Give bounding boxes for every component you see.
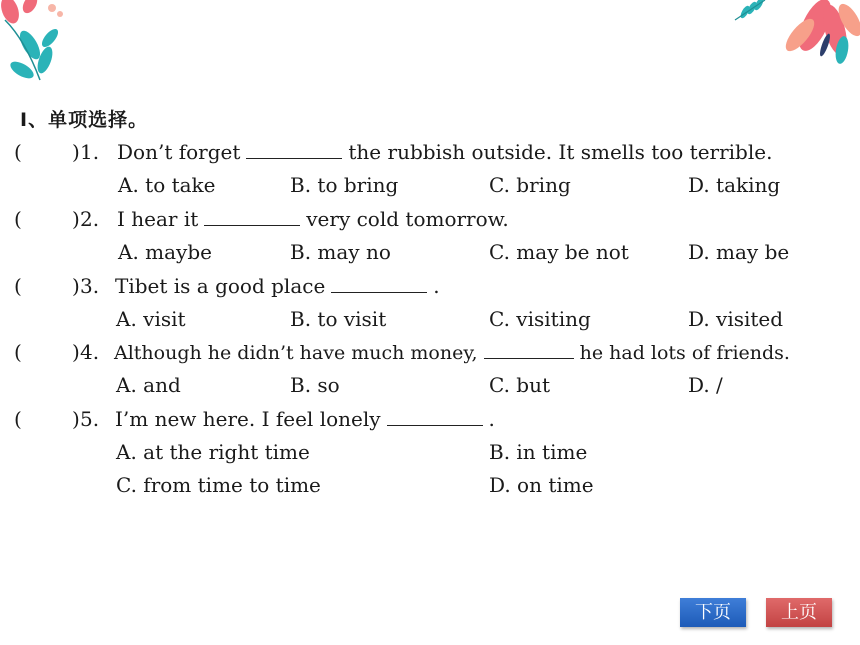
option-a: A. at the right time: [116, 440, 310, 464]
question-stem: the rubbish outside. It smells too terrible.: [348, 140, 773, 164]
option-b: B. to visit: [290, 307, 387, 331]
option-c: C. may be not: [489, 240, 629, 264]
leaf-decoration-top-right: [730, 0, 860, 70]
answer-paren-close: ): [72, 207, 80, 231]
option-d: D. taking: [688, 173, 781, 197]
answer-paren-open: (: [14, 274, 22, 298]
answer-paren-close: ): [72, 407, 80, 431]
option-c: C. from time to time: [116, 473, 321, 497]
leaf-decoration-top-left: [0, 0, 90, 95]
answer-paren-close: ): [72, 140, 80, 164]
question-number: 4.: [80, 340, 100, 364]
answer-paren-open: (: [14, 340, 22, 364]
answer-paren-open: (: [14, 140, 22, 164]
next-page-button[interactable]: 下页: [680, 598, 746, 627]
section-title: Ⅰ、单项选择。: [20, 109, 149, 131]
question-number: 5.: [80, 407, 100, 431]
answer-blank: [387, 407, 483, 426]
option-d: D. may be: [688, 240, 790, 264]
answer-paren-open: (: [14, 407, 22, 431]
question-number: 3.: [80, 274, 100, 298]
option-c: C. bring: [489, 173, 571, 197]
question-stem: Tibet is a good place: [115, 274, 326, 298]
question-stem: .: [433, 274, 440, 298]
option-b: B. in time: [489, 440, 588, 464]
answer-paren-close: ): [72, 274, 80, 298]
option-d: D. visited: [688, 307, 784, 331]
answer-paren-close: ): [72, 340, 80, 364]
question-number: 1.: [80, 140, 100, 164]
option-b: B. so: [290, 373, 340, 397]
option-a: A. visit: [116, 307, 186, 331]
option-c: C. visiting: [489, 307, 591, 331]
question-stem: very cold tomorrow.: [306, 207, 509, 231]
option-a: A. maybe: [118, 240, 212, 264]
answer-paren-open: (: [14, 207, 22, 231]
question-stem: Although he didn’t have much money,: [114, 342, 478, 364]
answer-blank: [204, 207, 300, 226]
option-a: A. and: [116, 373, 181, 397]
option-d: D. on time: [489, 473, 594, 497]
question-stem: Don’t forget: [117, 140, 241, 164]
question-number: 2.: [80, 207, 100, 231]
option-d: D. /: [688, 373, 723, 397]
question-stem: I’m new here. I feel lonely: [115, 407, 381, 431]
question-stem: he had lots of friends.: [579, 342, 790, 364]
answer-blank: [484, 340, 574, 359]
answer-blank: [331, 274, 427, 293]
option-b: B. to bring: [290, 173, 399, 197]
question-stem: I hear it: [117, 207, 199, 231]
option-b: B. may no: [290, 240, 391, 264]
option-a: A. to take: [118, 173, 216, 197]
answer-blank: [246, 140, 342, 159]
previous-page-button[interactable]: 上页: [766, 598, 832, 627]
question-stem: .: [488, 407, 495, 431]
option-c: C. but: [489, 373, 551, 397]
